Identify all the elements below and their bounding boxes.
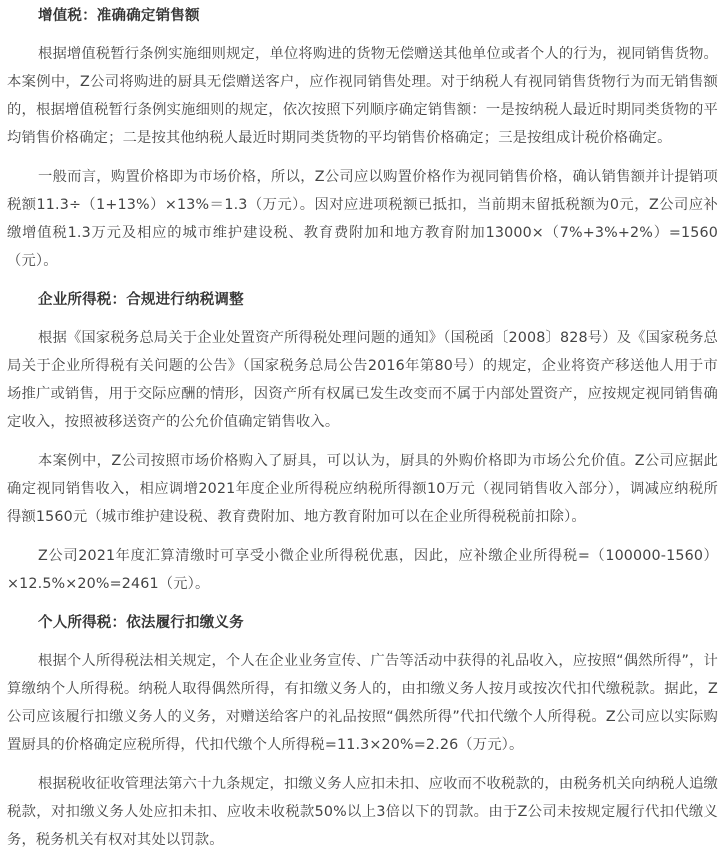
paragraph-vat-2: 一般而言，购置价格即为市场价格，所以，Z公司应以购置价格作为视同销售价格，确认销售额并计提销项税额11.3÷（1+13%）×13%＝1.3（万元）。因对应进项税额已抵扣，当前期末留抵税额为0元，Z公司应补缴增值税1.3万元及相应的城市维护建设税、教育费附加和地方教育附加13000×（7%+3%+2%）=1560（元）。	[7, 169, 718, 269]
paragraph-cit-1: 根据《国家税务总局关于企业处置资产所得税处理问题的通知》（国税函〔2008〕828号）及《国家税务总局关于企业所得税有关问题的公告》（国家税务总局公告2016年第80号）的规定，企业将资产移送他人用于市场推广或销售，用于交际应酬的情形，因资产所有权属已发生改变而不属于内部处置资产，应按规定视同销售确定收入，按照被移送资产的公允价值确定销售收入。	[7, 330, 718, 430]
paragraph-cit-2: 本案例中，Z公司按照市场价格购入了厨具，可以认为，厨具的外购价格即为市场公允价值。Z公司应据此确定视同销售收入，相应调增2021年度企业所得税应纳税所得额10万元（视同销售收入部分），调减应纳税所得额1560元（城市维护建设税、教育费附加、地方教育附加可以在企业所得税税前扣除）。	[7, 453, 718, 525]
section-heading-corporate-income-tax: 企业所得税：合规进行纳税调整	[38, 292, 244, 308]
paragraph-iit-2: 根据税收征收管理法第六十九条规定，扣缴义务人应扣未扣、应收而不收税款的，由税务机关向纳税人追缴税款，对扣缴义务人处应扣未扣、应收未收税款50%以上3倍以下的罚款。由于Z公司未按规定履行代扣代缴义务，税务机关有权对其处以罚款。	[7, 776, 718, 848]
paragraph-iit-1: 根据个人所得税法相关规定，个人在企业业务宣传、广告等活动中获得的礼品收入，应按照“偶然所得”，计算缴纳个人所得税。纳税人取得偶然所得，有扣缴义务人的，由扣缴义务人按月或按次代扣代缴税款。据此，Z公司应该履行扣缴义务人的义务，对赠送给客户的礼品按照“偶然所得”代扣代缴个人所得税。Z公司应以实际购置厨具的价格确定应税所得，代扣代缴个人所得税=11.3×20%=2.26（万元）。	[7, 653, 718, 753]
section-heading-individual-income-tax: 个人所得税：依法履行扣缴义务	[38, 615, 244, 631]
paragraph-vat-1: 根据增值税暂行条例实施细则规定，单位将购进的货物无偿赠送其他单位或者个人的行为，视同销售货物。本案例中，Z公司将购进的厨具无偿赠送客户，应作视同销售处理。对于纳税人有视同销售货物行为而无销售额的，根据增值税暂行条例实施细则的规定，依次按照下列顺序确定销售额：一是按纳税人最近时期同类货物的平均销售价格确定；二是按其他纳税人最近时期同类货物的平均销售价格确定；三是按组成计税价格确定。	[7, 46, 718, 146]
section-heading-vat: 增值税：准确确定销售额	[38, 8, 200, 24]
paragraph-cit-3: Z公司2021年度汇算清缴时可享受小微企业所得税优惠，因此，应补缴企业所得税=（100000-1560）×12.5%×20%=2461（元）。	[7, 548, 718, 592]
